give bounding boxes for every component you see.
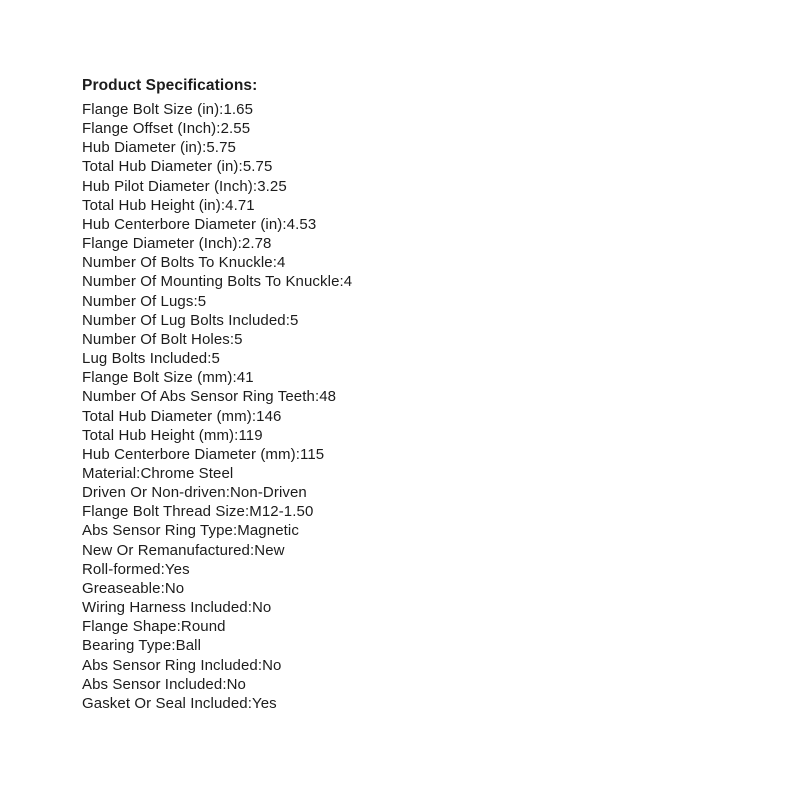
spec-list bbox=[82, 100, 352, 713]
spec-value: No bbox=[251, 599, 272, 617]
spec-separator: : bbox=[285, 311, 291, 329]
spec-separator: : bbox=[202, 139, 207, 157]
spec-separator: : bbox=[247, 599, 252, 617]
spec-row bbox=[82, 445, 352, 464]
spec-label: Number Of Lug Bolts Included bbox=[82, 311, 286, 329]
spec-separator: : bbox=[176, 618, 181, 636]
spec-value: 2.55 bbox=[220, 120, 251, 138]
spec-label: New Or Remanufactured bbox=[82, 541, 251, 559]
spec-separator: : bbox=[251, 407, 257, 425]
spec-row bbox=[82, 349, 352, 368]
spec-label: Roll-formed bbox=[82, 560, 161, 578]
spec-label: Number Of Bolts To Knuckle bbox=[82, 254, 273, 272]
spec-row bbox=[82, 196, 352, 215]
spec-row bbox=[82, 560, 352, 579]
spec-separator: : bbox=[234, 426, 239, 444]
spec-value: Round bbox=[180, 618, 226, 636]
spec-separator: : bbox=[207, 350, 212, 368]
spec-row bbox=[82, 272, 352, 291]
spec-separator: : bbox=[232, 522, 238, 540]
spec-row bbox=[82, 617, 352, 636]
spec-separator: : bbox=[247, 694, 252, 712]
spec-row bbox=[82, 253, 352, 272]
spec-value: 115 bbox=[299, 445, 325, 463]
spec-value: Chrome Steel bbox=[140, 464, 234, 482]
spec-label: Hub Diameter (in) bbox=[82, 139, 203, 157]
spec-label: Bearing Type bbox=[82, 637, 172, 655]
spec-value: 5 bbox=[197, 292, 207, 310]
spec-row bbox=[82, 311, 352, 330]
spec-label: Flange Diameter (Inch) bbox=[82, 235, 238, 253]
spec-heading: Product Specifications: bbox=[82, 77, 258, 94]
spec-row bbox=[82, 157, 352, 176]
spec-value: 5.75 bbox=[242, 158, 273, 176]
spec-separator: : bbox=[339, 273, 344, 291]
spec-value: 5 bbox=[211, 350, 220, 368]
spec-row bbox=[82, 502, 352, 521]
spec-row bbox=[82, 541, 352, 560]
spec-separator: : bbox=[220, 196, 226, 214]
spec-value: Yes bbox=[164, 560, 190, 578]
spec-row bbox=[82, 234, 352, 253]
spec-label: Material bbox=[82, 464, 137, 482]
spec-label: Hub Pilot Diameter (Inch) bbox=[82, 177, 253, 195]
spec-label: Total Hub Diameter (in) bbox=[82, 158, 239, 176]
spec-value: 4 bbox=[277, 254, 286, 272]
spec-label: Lug Bolts Included bbox=[82, 350, 208, 368]
spec-value: 5 bbox=[234, 330, 243, 348]
spec-row bbox=[82, 694, 352, 713]
spec-value: No bbox=[226, 675, 246, 693]
spec-row bbox=[82, 119, 352, 138]
spec-separator: : bbox=[237, 235, 242, 253]
spec-row bbox=[82, 521, 352, 540]
spec-row bbox=[82, 177, 352, 196]
spec-separator: : bbox=[252, 177, 258, 195]
spec-value: 4.71 bbox=[225, 196, 255, 214]
spec-row bbox=[82, 675, 352, 694]
spec-separator: : bbox=[193, 292, 198, 310]
spec-label: Number Of Mounting Bolts To Knuckle bbox=[82, 273, 340, 291]
spec-label: Flange Bolt Size (mm) bbox=[82, 369, 233, 387]
spec-label: Number Of Abs Sensor Ring Teeth bbox=[82, 388, 315, 406]
spec-separator: : bbox=[232, 369, 237, 387]
spec-value: 3.25 bbox=[257, 177, 287, 195]
spec-label: Number Of Lugs bbox=[82, 292, 194, 310]
spec-separator: : bbox=[160, 579, 165, 597]
spec-value: Non-Driven bbox=[230, 484, 307, 502]
spec-separator: : bbox=[244, 503, 250, 521]
spec-label: Wiring Harness Included bbox=[82, 599, 248, 617]
spec-row bbox=[82, 387, 352, 406]
spec-value: No bbox=[262, 656, 282, 674]
spec-value: 5 bbox=[290, 311, 299, 329]
spec-label: Hub Centerbore Diameter (mm) bbox=[82, 445, 296, 463]
spec-separator: : bbox=[219, 101, 224, 118]
spec-value: Magnetic bbox=[237, 522, 299, 540]
spec-label: Gasket Or Seal Included bbox=[82, 694, 248, 712]
spec-value: No bbox=[164, 579, 185, 597]
spec-label: Flange Shape bbox=[82, 618, 177, 636]
spec-separator: : bbox=[136, 464, 141, 482]
spec-row bbox=[82, 330, 352, 349]
spec-row bbox=[82, 368, 352, 387]
spec-separator: : bbox=[282, 215, 287, 233]
spec-label: Greaseable bbox=[82, 579, 161, 597]
spec-row bbox=[82, 636, 352, 655]
spec-separator: : bbox=[216, 120, 221, 138]
spec-separator: : bbox=[250, 541, 255, 559]
spec-value: Yes bbox=[252, 694, 277, 712]
spec-value: Ball bbox=[175, 637, 202, 655]
spec-label: Flange Bolt Thread Size bbox=[82, 503, 245, 521]
spec-row bbox=[82, 426, 352, 445]
spec-row bbox=[82, 407, 352, 426]
spec-separator: : bbox=[295, 445, 300, 463]
spec-label: Number Of Bolt Holes bbox=[82, 330, 230, 348]
spec-label: Total Hub Diameter (mm) bbox=[82, 407, 252, 425]
spec-label: Total Hub Height (in) bbox=[82, 196, 221, 214]
spec-value: 146 bbox=[256, 407, 282, 425]
spec-separator: : bbox=[272, 254, 278, 272]
spec-value: 4 bbox=[343, 273, 353, 291]
spec-label: Abs Sensor Included bbox=[82, 675, 223, 693]
spec-value: 4.53 bbox=[286, 215, 317, 233]
spec-value: 119 bbox=[238, 426, 263, 444]
spec-value: M12-1.50 bbox=[249, 503, 314, 521]
spec-row bbox=[82, 215, 352, 234]
spec-row bbox=[82, 292, 352, 311]
spec-label: Total Hub Height (mm) bbox=[82, 426, 235, 444]
spec-label: Flange Offset (Inch) bbox=[82, 120, 217, 138]
spec-separator: : bbox=[238, 158, 243, 176]
spec-row bbox=[82, 483, 352, 502]
spec-value: 1.65 bbox=[223, 101, 254, 118]
spec-separator: : bbox=[222, 675, 227, 693]
spec-separator: : bbox=[229, 330, 235, 348]
spec-row bbox=[82, 138, 352, 157]
spec-separator: : bbox=[160, 560, 165, 578]
spec-label: Abs Sensor Ring Type bbox=[82, 522, 233, 540]
spec-row bbox=[82, 100, 352, 119]
spec-value: 2.78 bbox=[241, 235, 272, 253]
spec-label: Driven Or Non-driven bbox=[82, 484, 226, 502]
spec-value: 48 bbox=[319, 388, 337, 406]
spec-label: Flange Bolt Size (in) bbox=[82, 101, 220, 118]
spec-value: 41 bbox=[236, 369, 254, 387]
spec-row bbox=[82, 598, 352, 617]
spec-value: New bbox=[254, 541, 285, 559]
spec-separator: : bbox=[171, 637, 176, 655]
spec-row bbox=[82, 464, 352, 483]
spec-row bbox=[82, 656, 352, 675]
spec-separator: : bbox=[257, 656, 263, 674]
spec-separator: : bbox=[314, 388, 320, 406]
spec-separator: : bbox=[225, 484, 230, 502]
spec-value: 5.75 bbox=[206, 139, 236, 157]
spec-row bbox=[82, 579, 352, 598]
spec-block bbox=[82, 76, 352, 713]
spec-label: Hub Centerbore Diameter (in) bbox=[82, 215, 283, 233]
spec-label: Abs Sensor Ring Included bbox=[82, 656, 258, 674]
